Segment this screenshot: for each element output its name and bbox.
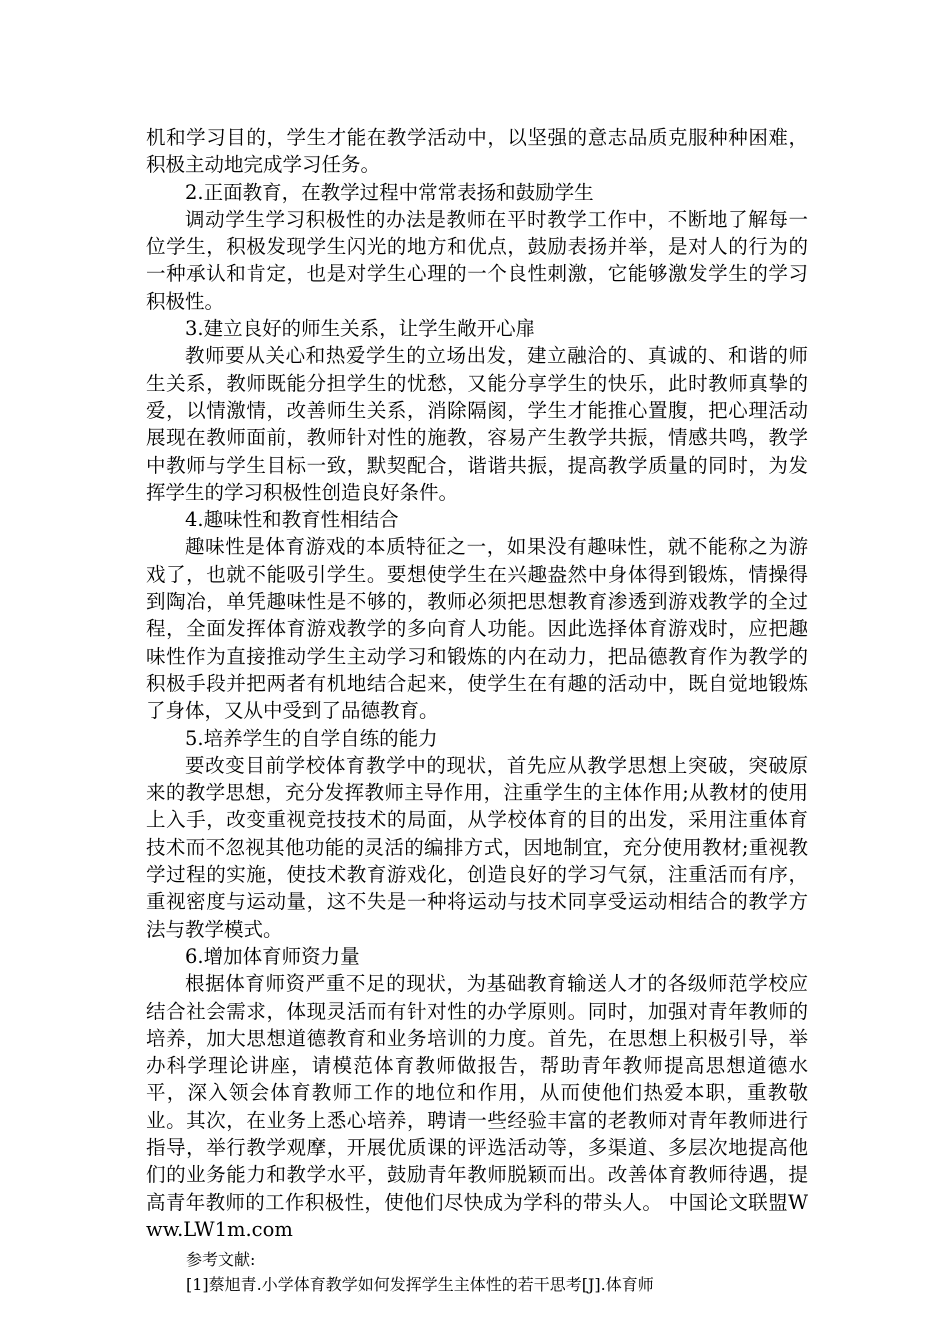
document-body [146, 124, 808, 1243]
section-heading-2: 2.正面教育，在教学过程中常常表扬和鼓励学生 [185, 180, 594, 204]
reference-item: [1]蔡旭青.小学体育教学如何发挥学生主体性的若干思考[J].体育师 [186, 1275, 654, 1295]
references-section [146, 1247, 808, 1297]
references-title: 参考文献: [186, 1250, 256, 1270]
section-heading-4: 4.趣味性和教育性相结合 [185, 508, 399, 532]
document-page [146, 124, 808, 1297]
section-heading-3: 3.建立良好的师生关系，让学生敞开心扉 [185, 317, 536, 341]
paragraph-6: 根据体育师资严重不足的现状，为基础教育输送人才的各级师范学校应结合社会需求，体现灵活而有针对性的办学原则。同时，加强对青年教师的培养，加大思想道德教育和业务培训的力度。首先，在思想上积极引导，举办科学理论讲座，请模范体育教师做报告，帮助青年教师提高思想道德水平，深入领会体育教师工作的地位和作用，从而使他们热爱本职，重教敬业。其次，在业务上悉心培养，聘请一些经验丰富的老教师对青年教师进行指导，举行教学观摩，开展优质课的评选活动等，多渠道、多层次地提高他们的业务能力和教学水平，鼓励青年教师脱颖而出。改善体育教师待遇，提高青年教师的工作积极性，使他们尽快成为学科的带头人。 中国论文联盟Www.LW1m.com [146, 972, 808, 1241]
paragraph-3: 教师要从关心和热爱学生的立场出发，建立融洽的、真诚的、和谐的师生关系，教师既能分担学生的忧愁，又能分享学生的快乐，此时教师真挚的爱，以情激情，改善师生关系，消除隔阂，学生才能推心置腹，把心理活动展现在教师面前，教师针对性的施教，容易产生教学共振，情感共鸣，教学中教师与学生目标一致，默契配合，谐谐共振，提高教学质量的同时，为发挥学生的学习积极性创造良好条件。 [146, 344, 808, 504]
paragraph-continuation: 机和学习目的，学生才能在教学活动中，以坚强的意志品质克服种种困难，积极主动地完成学习任务。 [146, 126, 808, 177]
paragraph-5: 要改变目前学校体育教学中的现状，首先应从教学思想上突破，突破原来的教学思想，充分发挥教师主导作用，注重学生的主体作用;从教材的使用上入手，改变重视竞技技术的局面，从学校体育的目的出发，采用注重体育技术而不忽视其他功能的灵活的编排方式，因地制宜，充分使用教材;重视教学过程的实施，使技术教育游戏化，创造良好的学习气氛，注重活而有序，重视密度与运动量，这不失是一种将运动与技术同享受运动相结合的教学方法与教学模式。 [146, 753, 808, 941]
section-heading-6: 6.增加体育师资力量 [185, 944, 360, 968]
paragraph-2: 调动学生学习积极性的办法是教师在平时教学工作中，不断地了解每一位学生，积极发现学生闪光的地方和优点，鼓励表扬并举，是对人的行为的一种承认和肯定，也是对学生心理的一个良性刺激，它能够激发学生的学习积极性。 [146, 207, 808, 313]
section-heading-5: 5.培养学生的自学自练的能力 [185, 726, 438, 750]
paragraph-4: 趣味性是体育游戏的本质特征之一，如果没有趣味性，就不能称之为游戏了，也就不能吸引学生。要想使学生在兴趣盎然中身体得到锻炼，情操得到陶冶，单凭趣味性是不够的，教师必须把思想教育渗透到游戏教学的全过程，全面发挥体育游戏教学的多向育人功能。因此选择体育游戏时，应把趣味性作为直接推动学生主动学习和锻炼的内在动力，把品德教育作为教学的积极手段并把两者有机地结合起来，使学生在有趣的活动中，既自觉地锻炼了身体，又从中受到了品德教育。 [146, 535, 808, 723]
